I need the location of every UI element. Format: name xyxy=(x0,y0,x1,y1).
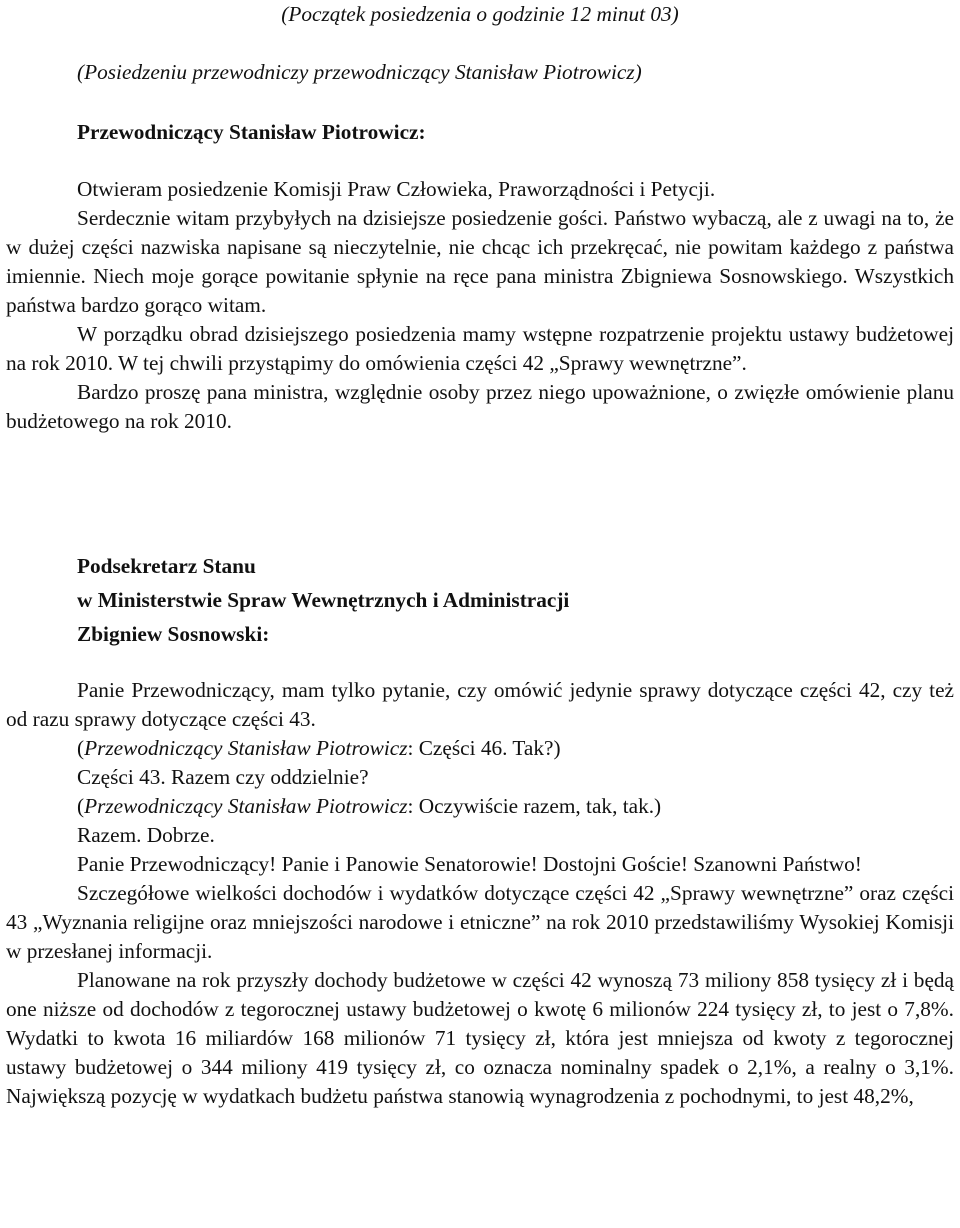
session-start-note: (Początek posiedzenia o godzinie 12 minut 03) xyxy=(281,2,679,26)
speaker-heading-minister-title: Podsekretarz Stanu xyxy=(77,554,256,578)
paragraph: Serdecznie witam przybyłych na dzisiejsze posiedzenie gości. Państwo wybaczą, ale z uwagi na to, że w dużej części nazwiska napisane są nieczytelnie, nie chcąc ich przekręcać, nie powitam każdego z państwa imiennie. Niech moje gorące powitanie spłynie na ręce pana ministra Zbigniewa Sosnowskiego. Wszystkich państwa bardzo gorąco witam. xyxy=(6,206,954,317)
paragraph: Planowane na rok przyszły dochody budżetowe w części 42 wynoszą 73 miliony 858 tysięcy zł i będą one niższe od dochodów z tegorocznej ustawy budżetowej o kwotę 6 milionów 224 tysięcy zł, to jest o 7,8%. Wydatki to kwota 16 miliardów 168 milionów 71 tysięcy zł, która jest mniejsza od kwoty z tegorocznej ustawy budżetowej o 344 miliony 419 tysięcy zł, co oznacza nominalny spadek o 2,1%, a realny o 3,1%. Największą pozycję w wydatkach budżetu państwa stanowią wynagrodzenia z pochodnymi, to jest 48,2%, xyxy=(6,968,954,1108)
paragraph: Razem. Dobrze. xyxy=(77,823,215,847)
speaker-heading-minister-name: Zbigniew Sosnowski: xyxy=(77,622,270,646)
speaker-heading-chair: Przewodniczący Stanisław Piotrowicz: xyxy=(77,120,426,144)
chair-speech xyxy=(6,175,954,436)
interjection-speaker: Przewodniczący Stanisław Piotrowicz xyxy=(84,736,408,760)
interjection: (Przewodniczący Stanisław Piotrowicz: Oczywiście razem, tak, tak.) xyxy=(77,794,662,818)
session-chair-note: (Posiedzeniu przewodniczy przewodniczący Stanisław Piotrowicz) xyxy=(77,60,642,84)
paragraph: Bardzo proszę pana ministra, względnie osoby przez niego upoważnione, o zwięzłe omówienie planu budżetowego na rok 2010. xyxy=(6,380,954,433)
paragraph: Otwieram posiedzenie Komisji Praw Człowieka, Praworządności i Petycji. xyxy=(77,177,716,201)
interjection: (Przewodniczący Stanisław Piotrowicz: Części 46. Tak?) xyxy=(77,736,561,760)
speaker-heading-minister-ministry: w Ministerstwie Spraw Wewnętrznych i Administracji xyxy=(77,588,570,612)
paragraph: W porządku obrad dzisiejszego posiedzenia mamy wstępne rozpatrzenie projektu ustawy budżetowej na rok 2010. W tej chwili przystąpimy do omówienia części 42 „Sprawy wewnętrzne”. xyxy=(6,322,954,375)
paragraph: Panie Przewodniczący! Panie i Panowie Senatorowie! Dostojni Goście! Szanowni Państwo! xyxy=(77,852,862,876)
interjection-text: : Części 46. Tak?) xyxy=(407,736,561,760)
paragraph: Części 43. Razem czy oddzielnie? xyxy=(77,765,369,789)
interjection-speaker: Przewodniczący Stanisław Piotrowicz xyxy=(84,794,408,818)
minister-speech xyxy=(6,676,954,1111)
interjection-text: : Oczywiście razem, tak, tak.) xyxy=(407,794,662,818)
paragraph: Szczegółowe wielkości dochodów i wydatków dotyczące części 42 „Sprawy wewnętrzne” oraz części 43 „Wyznania religijne oraz mniejszości narodowe i etniczne” na rok 2010 przedstawiliśmy Wysokiej Komisji w przesłanej informacji. xyxy=(6,881,954,963)
paragraph: Panie Przewodniczący, mam tylko pytanie, czy omówić jedynie sprawy dotyczące części 42, czy też od razu sprawy dotyczące części 43. xyxy=(6,678,954,731)
